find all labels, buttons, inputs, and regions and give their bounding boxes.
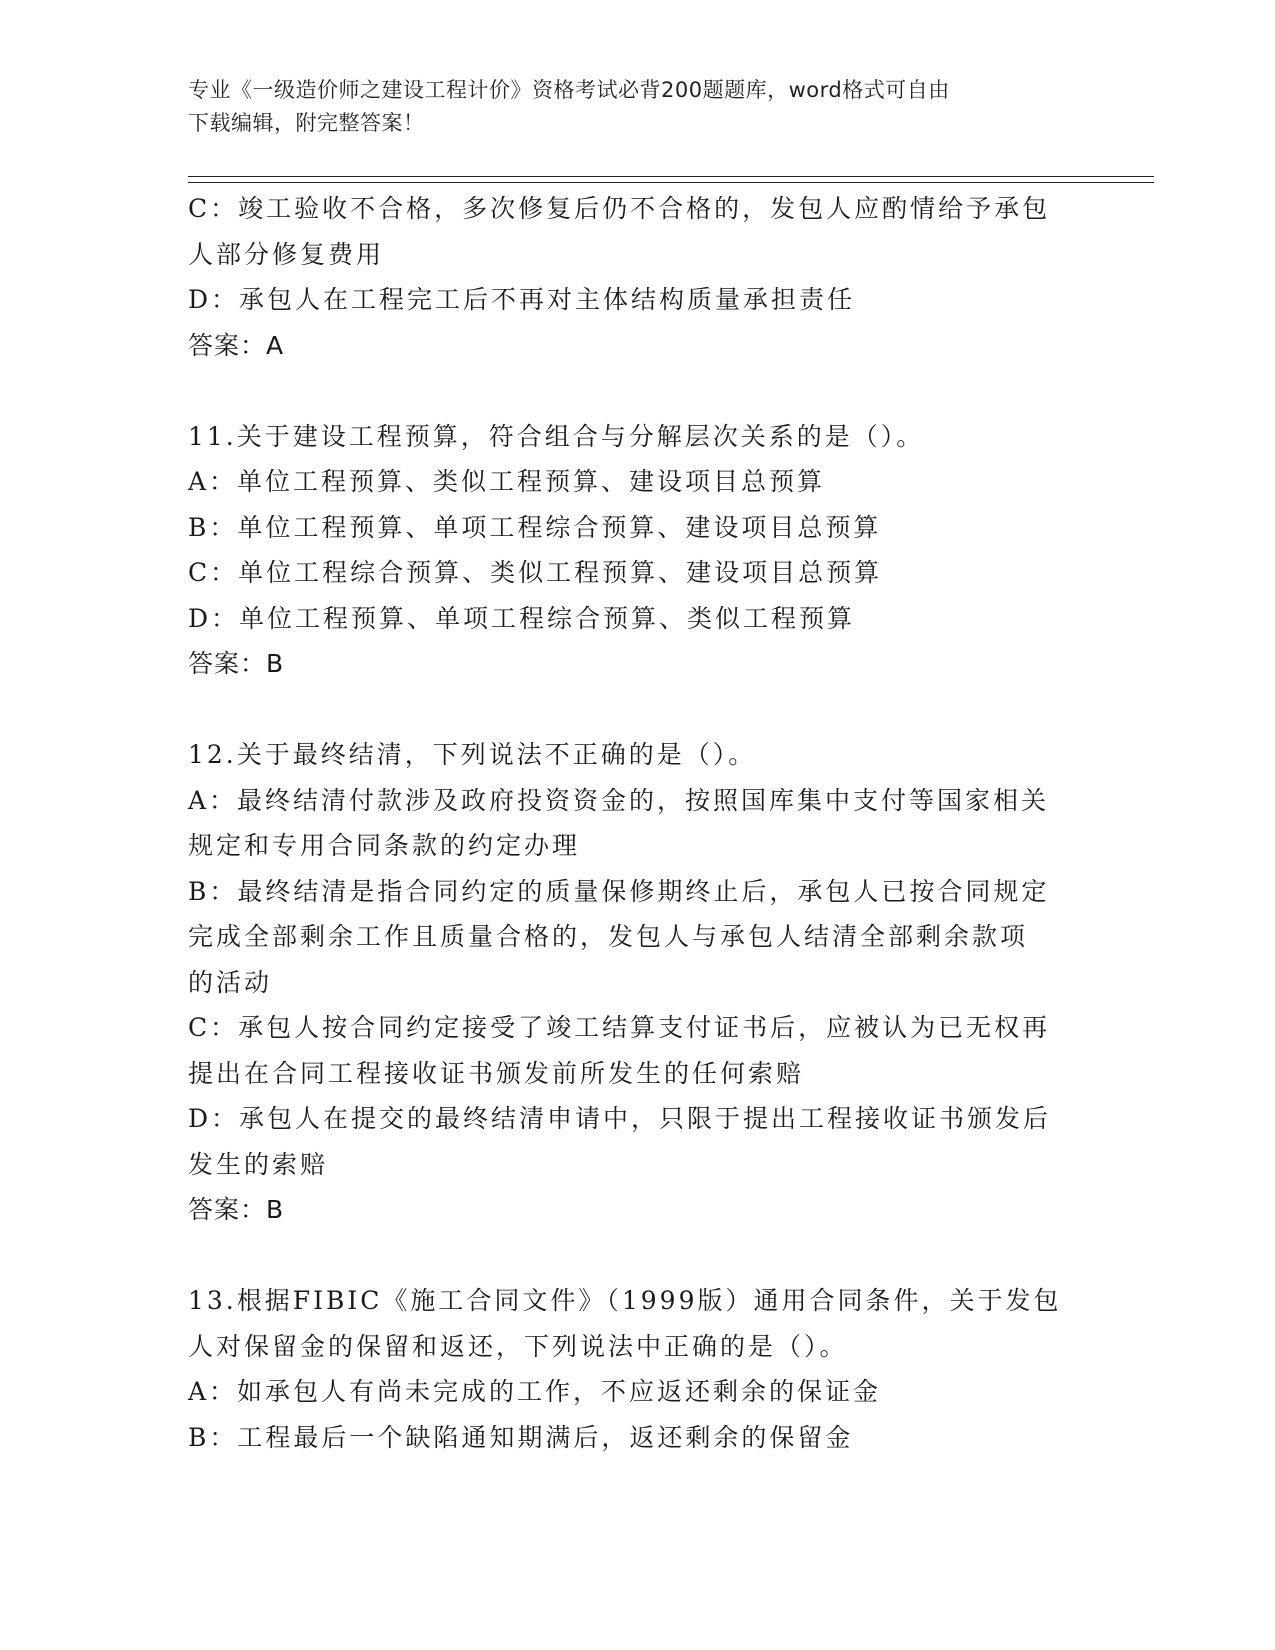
header-line-1: 专业《一级造价师之建设工程计价》资格考试必背200题题库，word格式可自由 bbox=[188, 78, 950, 102]
document-header bbox=[188, 74, 1088, 140]
option-c-continued: 提出在合同工程接收证书颁发前所发生的任何索赔 bbox=[188, 1058, 805, 1088]
question-11 bbox=[188, 414, 1068, 687]
option-b-continued: 完成全部剩余工作且质量合格的，发包人与承包人结清全部剩余款项 bbox=[188, 922, 1029, 951]
question-stem: 12.关于最终结清，下列说法不正确的是（）。 bbox=[188, 740, 757, 769]
option-a: A：单位工程预算、类似工程预算、建设项目总预算 bbox=[188, 467, 826, 496]
spacer bbox=[188, 368, 1068, 414]
question-stem: 13.根据FIBIC《施工合同文件》（1999版）通用合同条件，关于发包 bbox=[188, 1286, 1062, 1315]
document-body bbox=[188, 186, 1068, 1460]
option-d: D：单位工程预算、单项工程综合预算、类似工程预算 bbox=[188, 603, 856, 633]
option-a-continued: 规定和专用合同条款的约定办理 bbox=[188, 831, 581, 860]
question-stem: 11.关于建设工程预算，符合组合与分解层次关系的是（）。 bbox=[188, 421, 925, 451]
header-line-2: 下载编辑，附完整答案！ bbox=[188, 111, 425, 135]
header-divider-top bbox=[188, 176, 1154, 177]
answer: 答案：B bbox=[188, 649, 285, 678]
spacer bbox=[188, 1233, 1068, 1279]
option-c-continued: 人部分修复费用 bbox=[188, 239, 385, 269]
option-c: C：竣工验收不合格，多次修复后仍不合格的，发包人应酌情给予承包 bbox=[188, 194, 1051, 223]
option-b-continued: 的活动 bbox=[188, 967, 273, 997]
question-stem-continued: 人对保留金的保留和返还，下列说法中正确的是（）。 bbox=[188, 1331, 848, 1361]
option-b: B：最终结清是指合同约定的质量保修期终止后，承包人已按合同规定 bbox=[188, 876, 1050, 906]
option-a: A：最终结清付款涉及政府投资资金的，按照国库集中支付等国家相关 bbox=[188, 785, 1050, 815]
option-c: C：承包人按合同约定接受了竣工结算支付证书后，应被认为已无权再 bbox=[188, 1013, 1051, 1042]
option-b: B：工程最后一个缺陷通知期满后，返还剩余的保留金 bbox=[188, 1422, 854, 1452]
question-10-continued bbox=[188, 186, 1068, 368]
question-12 bbox=[188, 732, 1068, 1233]
option-d: D：承包人在提交的最终结清申请中，只限于提出工程接收证书颁发后 bbox=[188, 1104, 1052, 1133]
spacer bbox=[188, 687, 1068, 733]
answer: 答案：A bbox=[188, 330, 285, 360]
option-a: A：如承包人有尚未完成的工作，不应返还剩余的保证金 bbox=[188, 1377, 882, 1406]
option-c: C：单位工程综合预算、类似工程预算、建设项目总预算 bbox=[188, 558, 883, 587]
answer: 答案：B bbox=[188, 1195, 285, 1224]
option-d-continued: 发生的索赔 bbox=[188, 1149, 329, 1179]
option-b: B：单位工程预算、单项工程综合预算、建设项目总预算 bbox=[188, 512, 882, 542]
question-13 bbox=[188, 1278, 1068, 1460]
option-d: D：承包人在工程完工后不再对主体结构质量承担责任 bbox=[188, 285, 856, 314]
header-divider-bottom bbox=[188, 182, 1154, 183]
